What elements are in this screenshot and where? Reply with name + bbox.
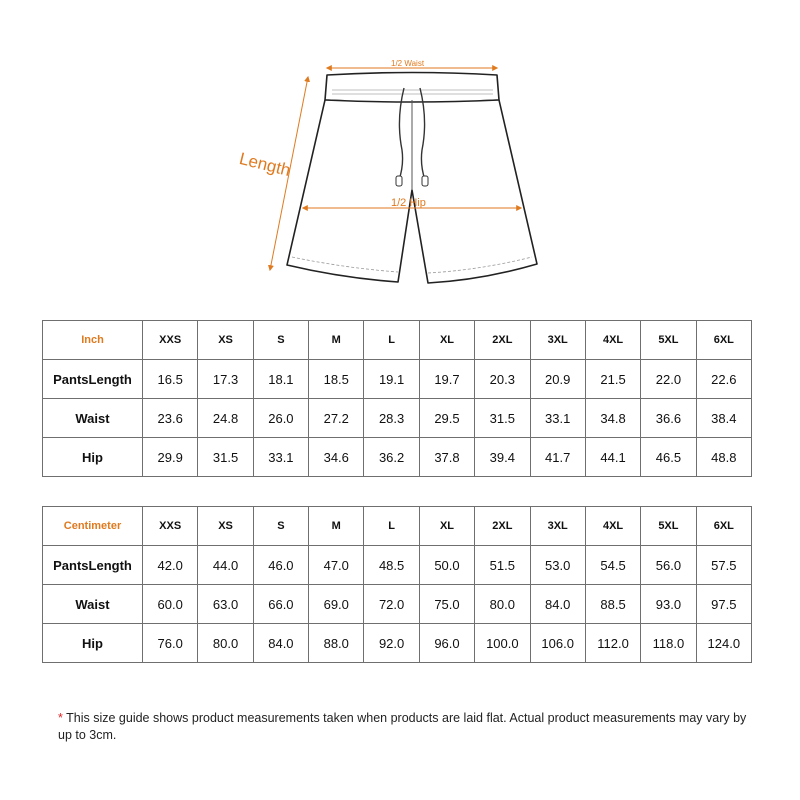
size-header: M [309, 321, 364, 360]
size-header: XXS [143, 507, 198, 546]
table-cell: 92.0 [364, 624, 419, 663]
footnote-text: This size guide shows product measurements taken when products are laid flat. Actual product measurements may vary by up to 3cm. [58, 711, 747, 742]
table-cell: 18.1 [253, 360, 308, 399]
row-label: Waist [43, 585, 143, 624]
size-header: S [253, 321, 308, 360]
drawstring-tip-right [422, 176, 428, 186]
table-cell: 18.5 [309, 360, 364, 399]
table-cell: 19.1 [364, 360, 419, 399]
table-cell: 54.5 [585, 546, 640, 585]
table-cell: 38.4 [696, 399, 751, 438]
row-label: Hip [43, 624, 143, 663]
size-header: 4XL [585, 321, 640, 360]
table-cell: 124.0 [696, 624, 751, 663]
table-cell: 23.6 [143, 399, 198, 438]
table-cell: 16.5 [143, 360, 198, 399]
drawstring-tip-left [396, 176, 402, 186]
table-cell: 50.0 [419, 546, 474, 585]
table-cell: 27.2 [309, 399, 364, 438]
table-row [43, 438, 752, 477]
shorts-measurement-diagram [0, 0, 800, 300]
half-waist-label: 1/2 Waist [391, 59, 425, 68]
table-cell: 106.0 [530, 624, 585, 663]
table-cell: 22.6 [696, 360, 751, 399]
table-cell: 47.0 [309, 546, 364, 585]
size-header: S [253, 507, 308, 546]
inch-size-table [42, 320, 752, 477]
table-cell: 66.0 [253, 585, 308, 624]
table-cell: 112.0 [585, 624, 640, 663]
centimeter-size-table [42, 506, 752, 663]
size-header: L [364, 321, 419, 360]
table-cell: 80.0 [475, 585, 530, 624]
table-header-row [43, 321, 752, 360]
size-header: 3XL [530, 507, 585, 546]
table-cell: 97.5 [696, 585, 751, 624]
table-cell: 53.0 [530, 546, 585, 585]
table-cell: 80.0 [198, 624, 253, 663]
footnote-asterisk: * [58, 711, 63, 725]
size-header: XL [419, 507, 474, 546]
table-cell: 88.5 [585, 585, 640, 624]
size-header: 6XL [696, 321, 751, 360]
table-row [43, 546, 752, 585]
unit-label-centimeter: Centimeter [43, 507, 143, 546]
size-guide-footnote [58, 710, 758, 744]
table-cell: 84.0 [530, 585, 585, 624]
table-cell: 46.5 [641, 438, 696, 477]
row-label: Hip [43, 438, 143, 477]
table-cell: 29.5 [419, 399, 474, 438]
table-row [43, 399, 752, 438]
row-label: Waist [43, 399, 143, 438]
size-header: XS [198, 321, 253, 360]
table-cell: 44.1 [585, 438, 640, 477]
table-cell: 34.8 [585, 399, 640, 438]
table-row [43, 624, 752, 663]
table-cell: 84.0 [253, 624, 308, 663]
table-cell: 21.5 [585, 360, 640, 399]
table-cell: 75.0 [419, 585, 474, 624]
table-cell: 31.5 [198, 438, 253, 477]
table-cell: 33.1 [530, 399, 585, 438]
table-cell: 118.0 [641, 624, 696, 663]
table-cell: 63.0 [198, 585, 253, 624]
table-cell: 24.8 [198, 399, 253, 438]
table-cell: 88.0 [309, 624, 364, 663]
table-cell: 26.0 [253, 399, 308, 438]
table-cell: 56.0 [641, 546, 696, 585]
table-cell: 39.4 [475, 438, 530, 477]
size-header: XS [198, 507, 253, 546]
size-header: M [309, 507, 364, 546]
half-hip-label: 1/2 Hip [391, 197, 426, 209]
table-cell: 36.6 [641, 399, 696, 438]
length-label: Length [237, 149, 293, 181]
table-cell: 48.5 [364, 546, 419, 585]
table-cell: 37.8 [419, 438, 474, 477]
table-cell: 93.0 [641, 585, 696, 624]
table-row [43, 360, 752, 399]
table-cell: 33.1 [253, 438, 308, 477]
size-header: 5XL [641, 507, 696, 546]
table-cell: 20.9 [530, 360, 585, 399]
table-cell: 28.3 [364, 399, 419, 438]
table-cell: 36.2 [364, 438, 419, 477]
table-cell: 69.0 [309, 585, 364, 624]
size-header: 4XL [585, 507, 640, 546]
row-label: PantsLength [43, 546, 143, 585]
table-cell: 17.3 [198, 360, 253, 399]
size-header: XL [419, 321, 474, 360]
table-cell: 34.6 [309, 438, 364, 477]
table-cell: 19.7 [419, 360, 474, 399]
table-cell: 57.5 [696, 546, 751, 585]
table-row [43, 585, 752, 624]
size-header: 6XL [696, 507, 751, 546]
unit-label-inch: Inch [43, 321, 143, 360]
table-header-row [43, 507, 752, 546]
table-cell: 20.3 [475, 360, 530, 399]
table-cell: 96.0 [419, 624, 474, 663]
table-cell: 29.9 [143, 438, 198, 477]
table-cell: 41.7 [530, 438, 585, 477]
table-cell: 100.0 [475, 624, 530, 663]
size-header: 5XL [641, 321, 696, 360]
table-cell: 76.0 [143, 624, 198, 663]
table-cell: 22.0 [641, 360, 696, 399]
table-cell: 31.5 [475, 399, 530, 438]
shorts-illustration [0, 0, 800, 300]
table-cell: 72.0 [364, 585, 419, 624]
size-header: XXS [143, 321, 198, 360]
table-cell: 51.5 [475, 546, 530, 585]
row-label: PantsLength [43, 360, 143, 399]
table-cell: 60.0 [143, 585, 198, 624]
table-cell: 42.0 [143, 546, 198, 585]
table-cell: 46.0 [253, 546, 308, 585]
size-header: 3XL [530, 321, 585, 360]
table-cell: 48.8 [696, 438, 751, 477]
size-header: L [364, 507, 419, 546]
size-header: 2XL [475, 507, 530, 546]
table-cell: 44.0 [198, 546, 253, 585]
size-header: 2XL [475, 321, 530, 360]
